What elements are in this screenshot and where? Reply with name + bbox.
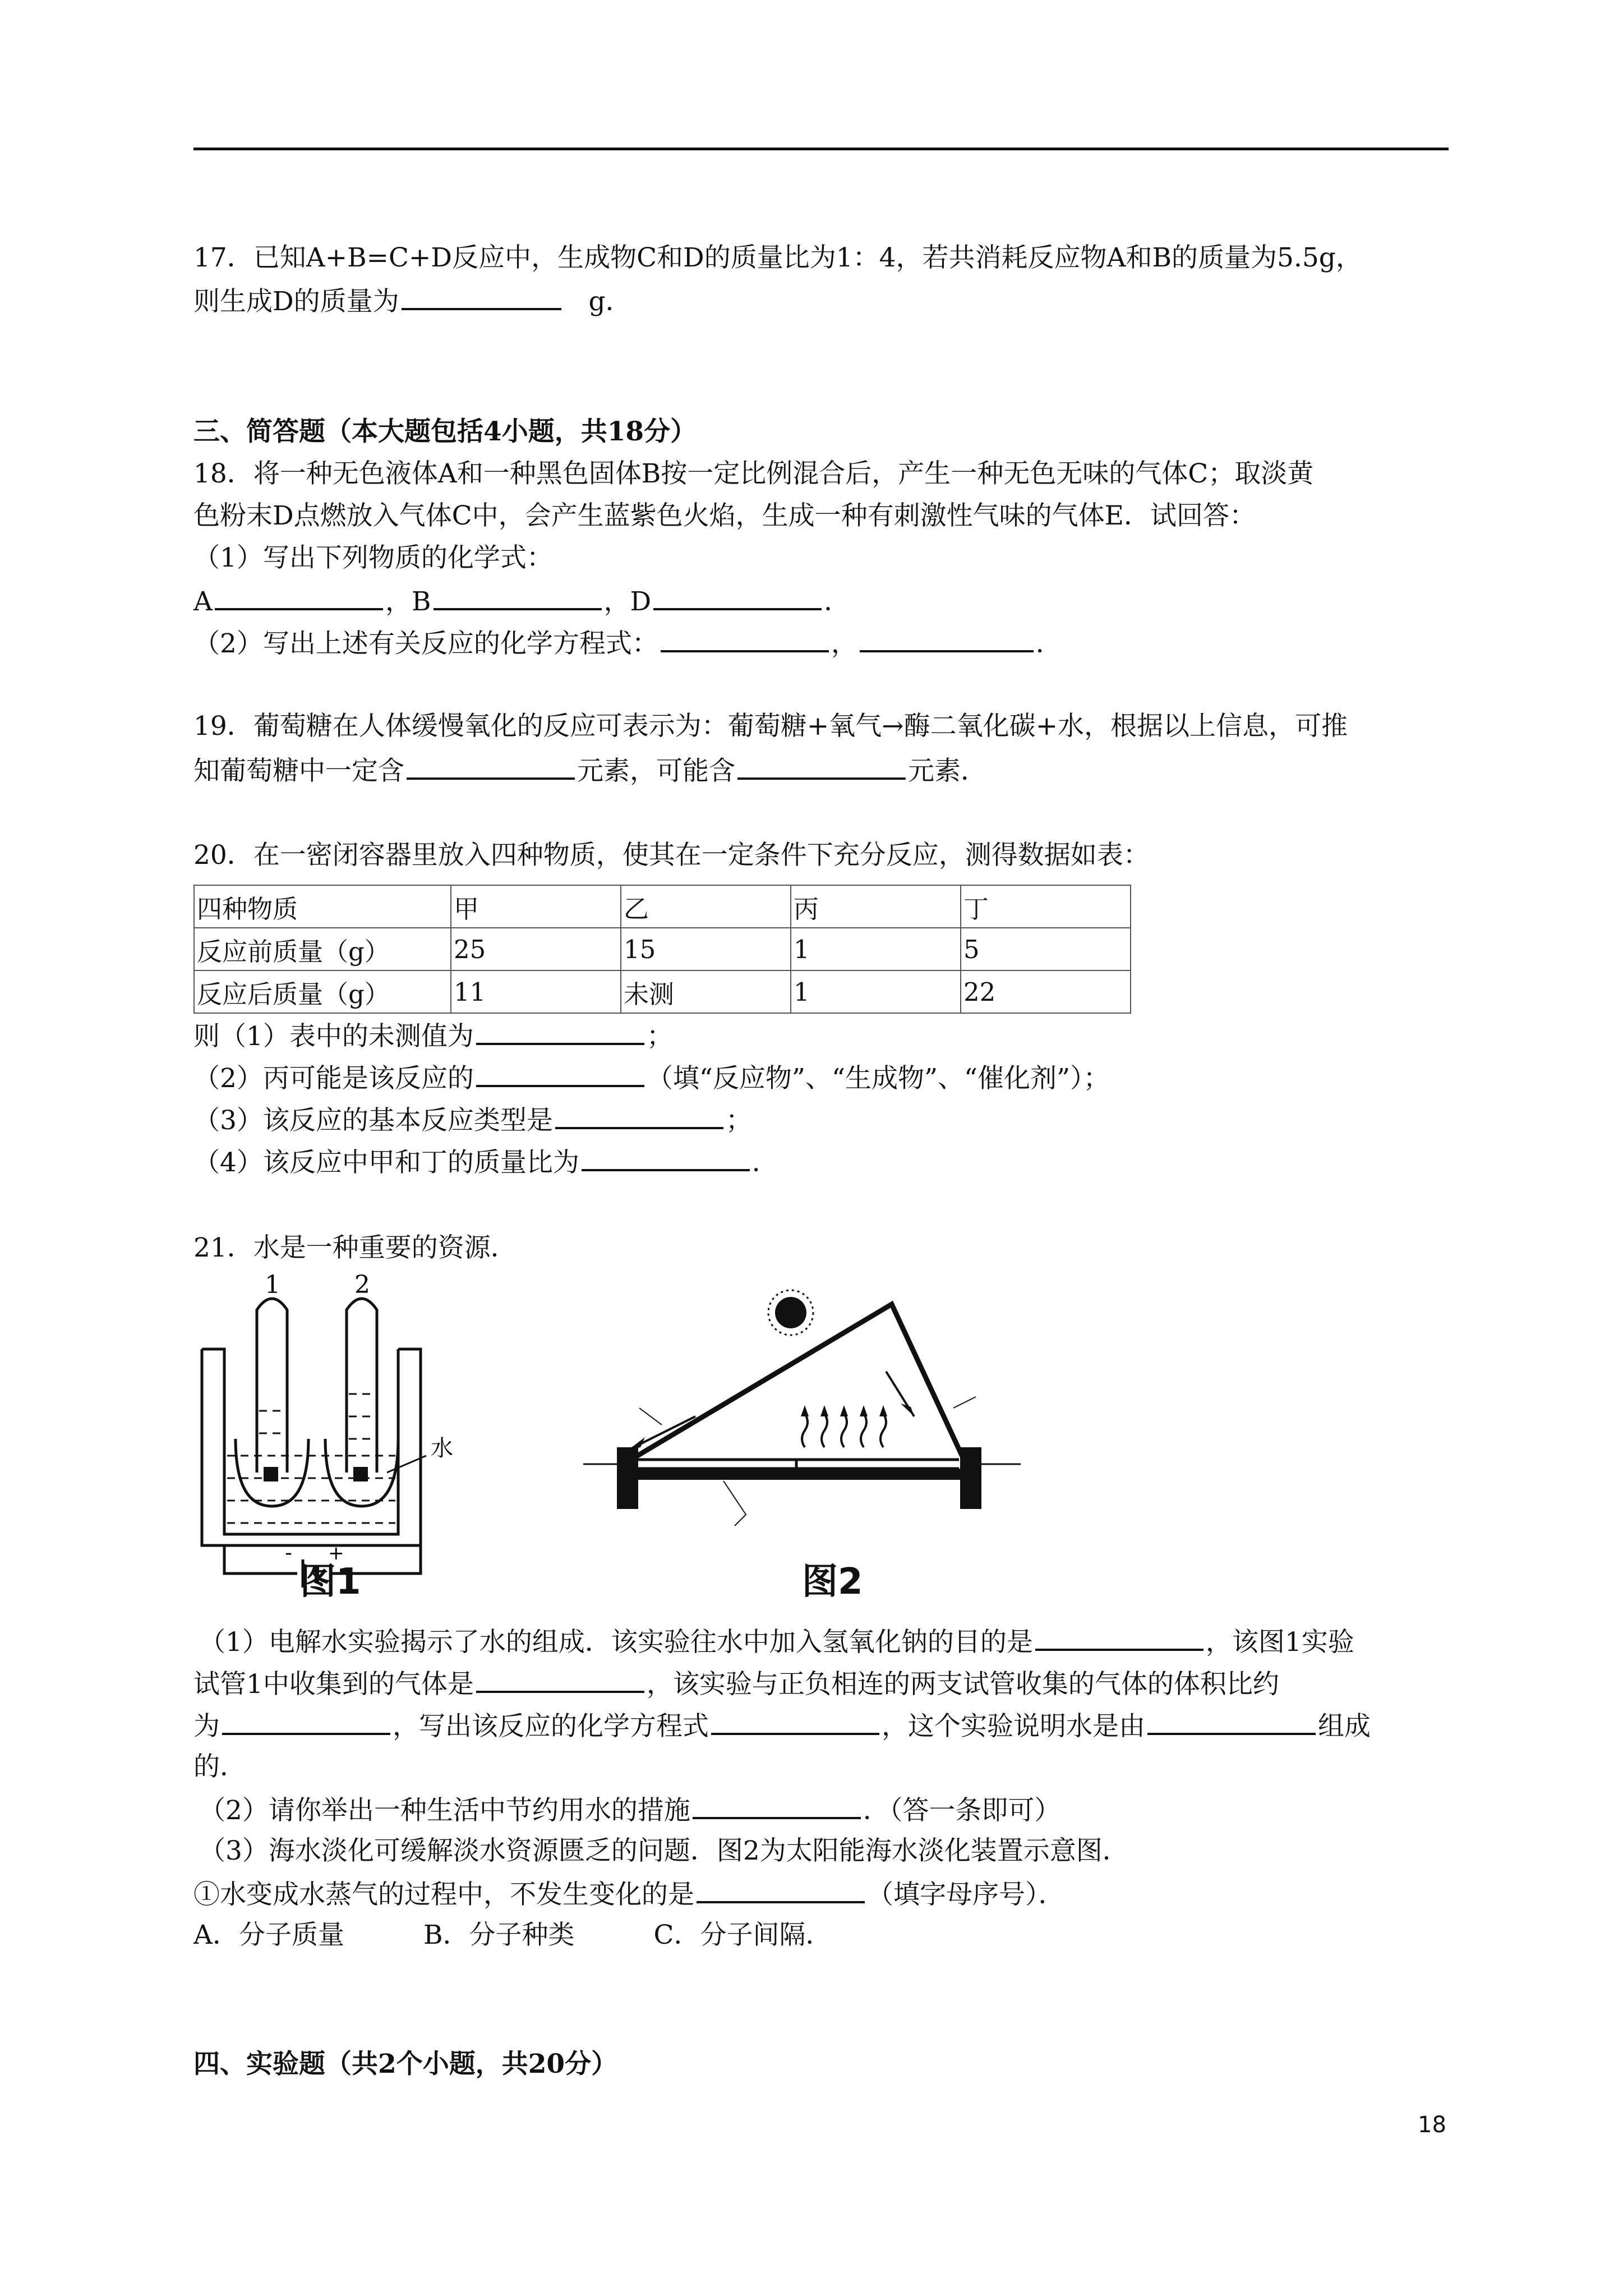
figure-2-solar-desalination: [583, 1279, 1077, 1559]
q20-sub2: （2）丙可能是该反应的 （填“反应物”、“生成物”、“催化剂”）；: [193, 1060, 1110, 1096]
section3-title: 三、简答题（本大题包括4小题，共18分）: [193, 416, 697, 447]
q21-s3-1: ①水变成水蒸气的过程中，不发生变化的是 （填字母序号）．: [193, 1876, 1065, 1912]
q21-s2: （2）请你举出一种生活中节约用水的措施 ．（答一条即可）: [199, 1792, 1061, 1828]
answer-blank[interactable]: [402, 283, 561, 310]
table-cell: 丙: [791, 885, 961, 928]
minus-sign: -: [285, 1542, 292, 1565]
table-row: [194, 928, 1131, 970]
q19-line2: 知葡萄糖中一定含 元素，可能含 元素．: [193, 753, 987, 788]
q18-formula-line: A ，B ，D ．: [193, 583, 850, 619]
q20-sub4: （4）该反应中甲和丁的质量比为 ．: [193, 1144, 778, 1180]
answer-blank[interactable]: [476, 1018, 644, 1045]
table-cell: 反应前质量（g）: [194, 928, 451, 970]
q18-line2: 色粉末D点燃放入气体C中，会产生蓝紫色火焰，生成一种有刺激性气味的气体E．试回答：: [193, 500, 1256, 531]
answer-blank[interactable]: [222, 1708, 390, 1735]
answer-blank[interactable]: [693, 1792, 861, 1819]
q21-s1-line2: 试管1中收集到的气体是 ，该实验与正负相连的两支试管收集的气体的体积比约: [193, 1666, 1279, 1701]
table-cell: 15: [621, 928, 791, 970]
data-table: [193, 885, 1131, 1014]
table-cell: 1: [791, 928, 961, 970]
sun-icon: [768, 1290, 813, 1335]
table-cell: 未测: [621, 970, 791, 1013]
tube-1-label: 1: [265, 1271, 280, 1299]
answer-blank-b[interactable]: [434, 583, 602, 610]
answer-blank[interactable]: [860, 625, 1034, 652]
header-rule: [193, 148, 1449, 150]
section4-title: 四、实验题（共2个小题，共20分）: [193, 2049, 618, 2079]
page-number: 18: [1418, 2112, 1446, 2138]
table-cell: 四种物质: [194, 885, 451, 928]
q17-line1: 17．已知A+B=C+D反应中，生成物C和D的质量比为1：4，若共消耗反应物A和B的质量为5.5g，: [193, 242, 1362, 273]
table-cell: 11: [451, 970, 621, 1013]
plus-sign: +: [328, 1542, 344, 1565]
q21-s1-line1: （1）电解水实验揭示了水的组成．该实验往水中加入氢氧化钠的目的是 ，该图1实验: [199, 1624, 1354, 1659]
table-cell: 乙: [621, 885, 791, 928]
q18-sub1: （1）写出下列物质的化学式：: [193, 542, 553, 573]
answer-blank[interactable]: [476, 1060, 644, 1087]
water-label: 水: [431, 1435, 453, 1461]
figure-1-electrolysis: [191, 1271, 550, 1596]
table-cell: 反应后质量（g）: [194, 970, 451, 1013]
table-cell: 1: [791, 970, 961, 1013]
answer-blank[interactable]: [582, 1144, 750, 1171]
table-cell: 22: [961, 970, 1131, 1013]
answer-blank[interactable]: [476, 1666, 644, 1693]
q18-line1: 18．将一种无色液体A和一种黑色固体B按一定比例混合后，产生一种无色无味的气体C；取淡黄: [193, 458, 1314, 489]
figure-2-caption: 图2: [802, 1561, 863, 1603]
q21-s1-line3: 为 ，写出该反应的化学方程式 ，这个实验说明水是由 组成: [193, 1708, 1371, 1743]
q20-intro: 20．在一密闭容器里放入四种物质，使其在一定条件下充分反应，测得数据如表：: [193, 840, 1150, 871]
table-cell: 丁: [961, 885, 1131, 928]
table-header-row: [194, 885, 1131, 928]
answer-blank[interactable]: [711, 1708, 879, 1735]
answer-blank[interactable]: [407, 753, 575, 780]
q21-s1-line4: 的．: [193, 1751, 246, 1782]
q18-sub2: （2）写出上述有关反应的化学方程式： ， ．: [193, 625, 1062, 661]
table-row: [194, 970, 1131, 1013]
answer-blank[interactable]: [555, 1102, 723, 1129]
answer-blank[interactable]: [737, 753, 906, 780]
q17-line2: 则生成D的质量为 g．: [193, 283, 632, 319]
figure-1-caption: 图1: [300, 1561, 361, 1603]
q20-sub1: 则（1）表中的未测值为 ；: [193, 1018, 673, 1053]
table-cell: 5: [961, 928, 1131, 970]
q20-sub3: （3）该反应的基本反应类型是 ；: [193, 1102, 752, 1138]
answer-blank-d[interactable]: [653, 583, 822, 610]
answer-blank-a[interactable]: [215, 583, 383, 610]
answer-blank[interactable]: [1035, 1624, 1204, 1651]
q21-intro: 21．水是一种重要的资源．: [193, 1232, 517, 1263]
answer-blank[interactable]: [661, 625, 829, 652]
table-cell: 甲: [451, 885, 621, 928]
tube-2-label: 2: [354, 1271, 370, 1299]
q19-line1: 19．葡萄糖在人体缓慢氧化的反应可表示为：葡萄糖+氧气→酶二氧化碳+水，根据以上信息，可推: [193, 711, 1348, 742]
answer-blank[interactable]: [697, 1876, 865, 1903]
q21-options: A．分子质量 B．分子种类 C．分子间隔．: [193, 1920, 832, 1950]
q21-s3: （3）海水淡化可缓解淡水资源匮乏的问题．图2为太阳能海水淡化装置示意图．: [199, 1835, 1129, 1866]
answer-blank[interactable]: [1147, 1708, 1316, 1735]
table-cell: 25: [451, 928, 621, 970]
